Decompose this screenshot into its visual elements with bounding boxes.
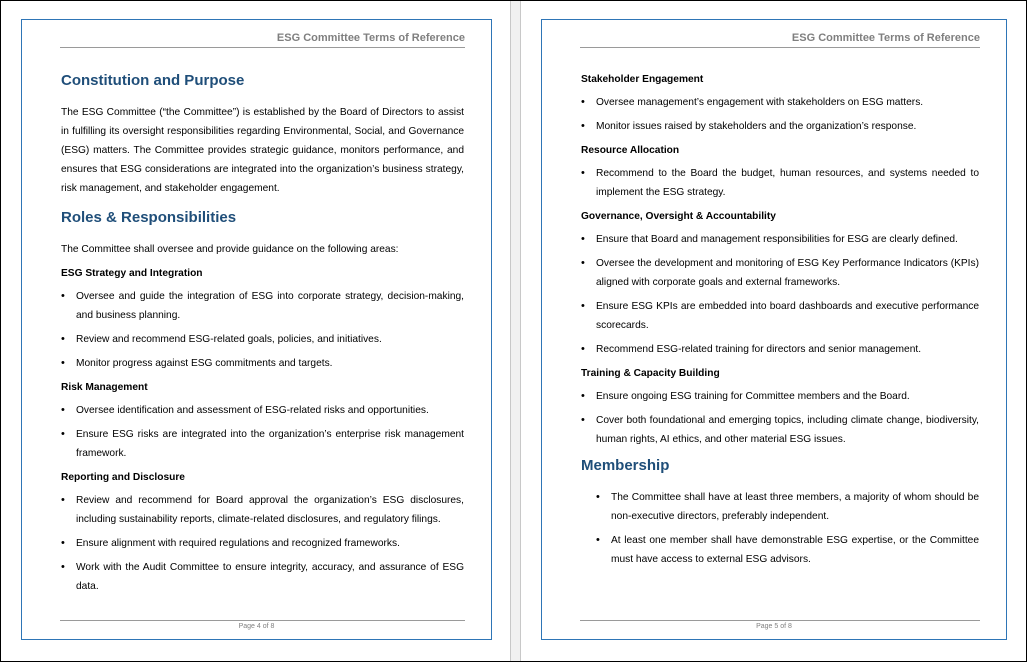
subheading-training: Training & Capacity Building xyxy=(581,368,720,379)
bullet-icon: • xyxy=(61,404,65,416)
page-header-title: ESG Committee Terms of Reference xyxy=(276,32,465,44)
bullet-icon: • xyxy=(61,428,65,440)
constitution-paragraph: The ESG Committee (“the Committee”) is established by the Board of Directors to assist in fulfilling its oversight responsibilities regarding Environmental, Social, and Governance (ESG) matters. The Committee provides strategic guidance, monitors performance, and ensures that ESG considerations are integrated into the organization’s business strategy, risk management, and stakeholder engagement. xyxy=(61,107,464,194)
subheading-governance: Governance, Oversight & Accountability xyxy=(581,211,776,222)
section-heading-roles: Roles & Responsibilities xyxy=(61,209,237,226)
bullet-icon: • xyxy=(581,96,585,108)
list-item: • Ensure alignment with required regulations and recognized frameworks. xyxy=(61,534,464,553)
list-item: • Recommend ESG-related training for directors and senior management. xyxy=(581,340,979,359)
list-item: • Monitor issues raised by stakeholders and the organization’s response. xyxy=(581,117,979,136)
list-item: • Cover both foundational and emerging topics, including climate change, biodiversity, human rights, AI ethics, and other material ESG issues. xyxy=(581,411,979,449)
bullet-icon: • xyxy=(61,494,65,506)
bullet-icon: • xyxy=(581,257,585,269)
page-content xyxy=(61,64,464,601)
subheading-esg-strategy: ESG Strategy and Integration xyxy=(61,268,203,279)
list-item: • Review and recommend for Board approval the organization’s ESG disclosures, including sustainability reports, climate-related disclosures, and regulatory filings. xyxy=(61,491,464,529)
bullet-icon: • xyxy=(596,534,600,546)
list-item: • Work with the Audit Committee to ensure integrity, accuracy, and assurance of ESG data. xyxy=(61,558,464,596)
subheading-stakeholder: Stakeholder Engagement xyxy=(581,74,704,85)
bullet-icon: • xyxy=(581,390,585,402)
page-border xyxy=(541,19,1007,640)
header-rule xyxy=(580,47,980,48)
list-training xyxy=(581,387,979,449)
bullet-icon: • xyxy=(61,537,65,549)
list-esg-strategy xyxy=(61,287,464,373)
bullet-icon: • xyxy=(61,357,65,369)
page-4 xyxy=(1,1,510,661)
footer-rule xyxy=(60,620,465,621)
bullet-icon: • xyxy=(581,414,585,426)
list-item: • The Committee shall have at least three members, a majority of whom should be non-executive directors, preferably independent. xyxy=(596,488,979,526)
section-heading-constitution: Constitution and Purpose xyxy=(61,72,245,89)
list-item: • Oversee and guide the integration of ESG into corporate strategy, decision-making, and business planning. xyxy=(61,287,464,325)
list-governance xyxy=(581,230,979,359)
section-heading-membership: Membership xyxy=(581,457,670,474)
page-number: Page 5 of 8 xyxy=(756,623,792,630)
bullet-icon: • xyxy=(596,491,600,503)
bullet-icon: • xyxy=(581,120,585,132)
list-reporting xyxy=(61,491,464,596)
list-risk-management xyxy=(61,401,464,463)
subheading-risk-management: Risk Management xyxy=(61,382,148,393)
page-number: Page 4 of 8 xyxy=(238,623,275,630)
page-5 xyxy=(521,1,1026,661)
page-content xyxy=(581,70,979,574)
list-item: • Ensure ESG risks are integrated into the organization’s enterprise risk management framework. xyxy=(61,425,464,463)
list-resource-allocation xyxy=(581,164,979,202)
list-item: • Ensure ESG KPIs are embedded into board dashboards and executive performance scorecards. xyxy=(581,297,979,335)
bullet-icon: • xyxy=(61,561,65,573)
list-item: • At least one member shall have demonstrable ESG expertise, or the Committee must have access to external ESG advisors. xyxy=(596,531,979,569)
list-membership xyxy=(581,488,979,569)
list-item: • Review and recommend ESG-related goals, policies, and initiatives. xyxy=(61,330,464,349)
list-item: • Oversee identification and assessment of ESG-related risks and opportunities. xyxy=(61,401,464,420)
list-item: • Monitor progress against ESG commitments and targets. xyxy=(61,354,464,373)
list-item: • Oversee the development and monitoring of ESG Key Performance Indicators (KPIs) aligned with corporate goals and external frameworks. xyxy=(581,254,979,292)
page-border xyxy=(21,19,492,640)
list-item: • Ensure that Board and management responsibilities for ESG are clearly defined. xyxy=(581,230,979,249)
subheading-reporting: Reporting and Disclosure xyxy=(61,472,185,483)
subheading-resource-allocation: Resource Allocation xyxy=(581,145,680,156)
roles-intro: The Committee shall oversee and provide guidance on the following areas: xyxy=(61,244,399,255)
bullet-icon: • xyxy=(581,343,585,355)
page-header-title: ESG Committee Terms of Reference xyxy=(791,32,980,44)
list-stakeholder xyxy=(581,93,979,136)
footer-rule xyxy=(580,620,980,621)
bullet-icon: • xyxy=(581,300,585,312)
bullet-icon: • xyxy=(581,233,585,245)
bullet-icon: • xyxy=(61,290,65,302)
page-gutter xyxy=(510,1,521,661)
header-rule xyxy=(60,47,465,48)
bullet-icon: • xyxy=(61,333,65,345)
list-item: • Oversee management’s engagement with stakeholders on ESG matters. xyxy=(581,93,979,112)
bullet-icon: • xyxy=(581,167,585,179)
list-item: • Ensure ongoing ESG training for Committee members and the Board. xyxy=(581,387,979,406)
list-item: • Recommend to the Board the budget, human resources, and systems needed to implement the ESG strategy. xyxy=(581,164,979,202)
